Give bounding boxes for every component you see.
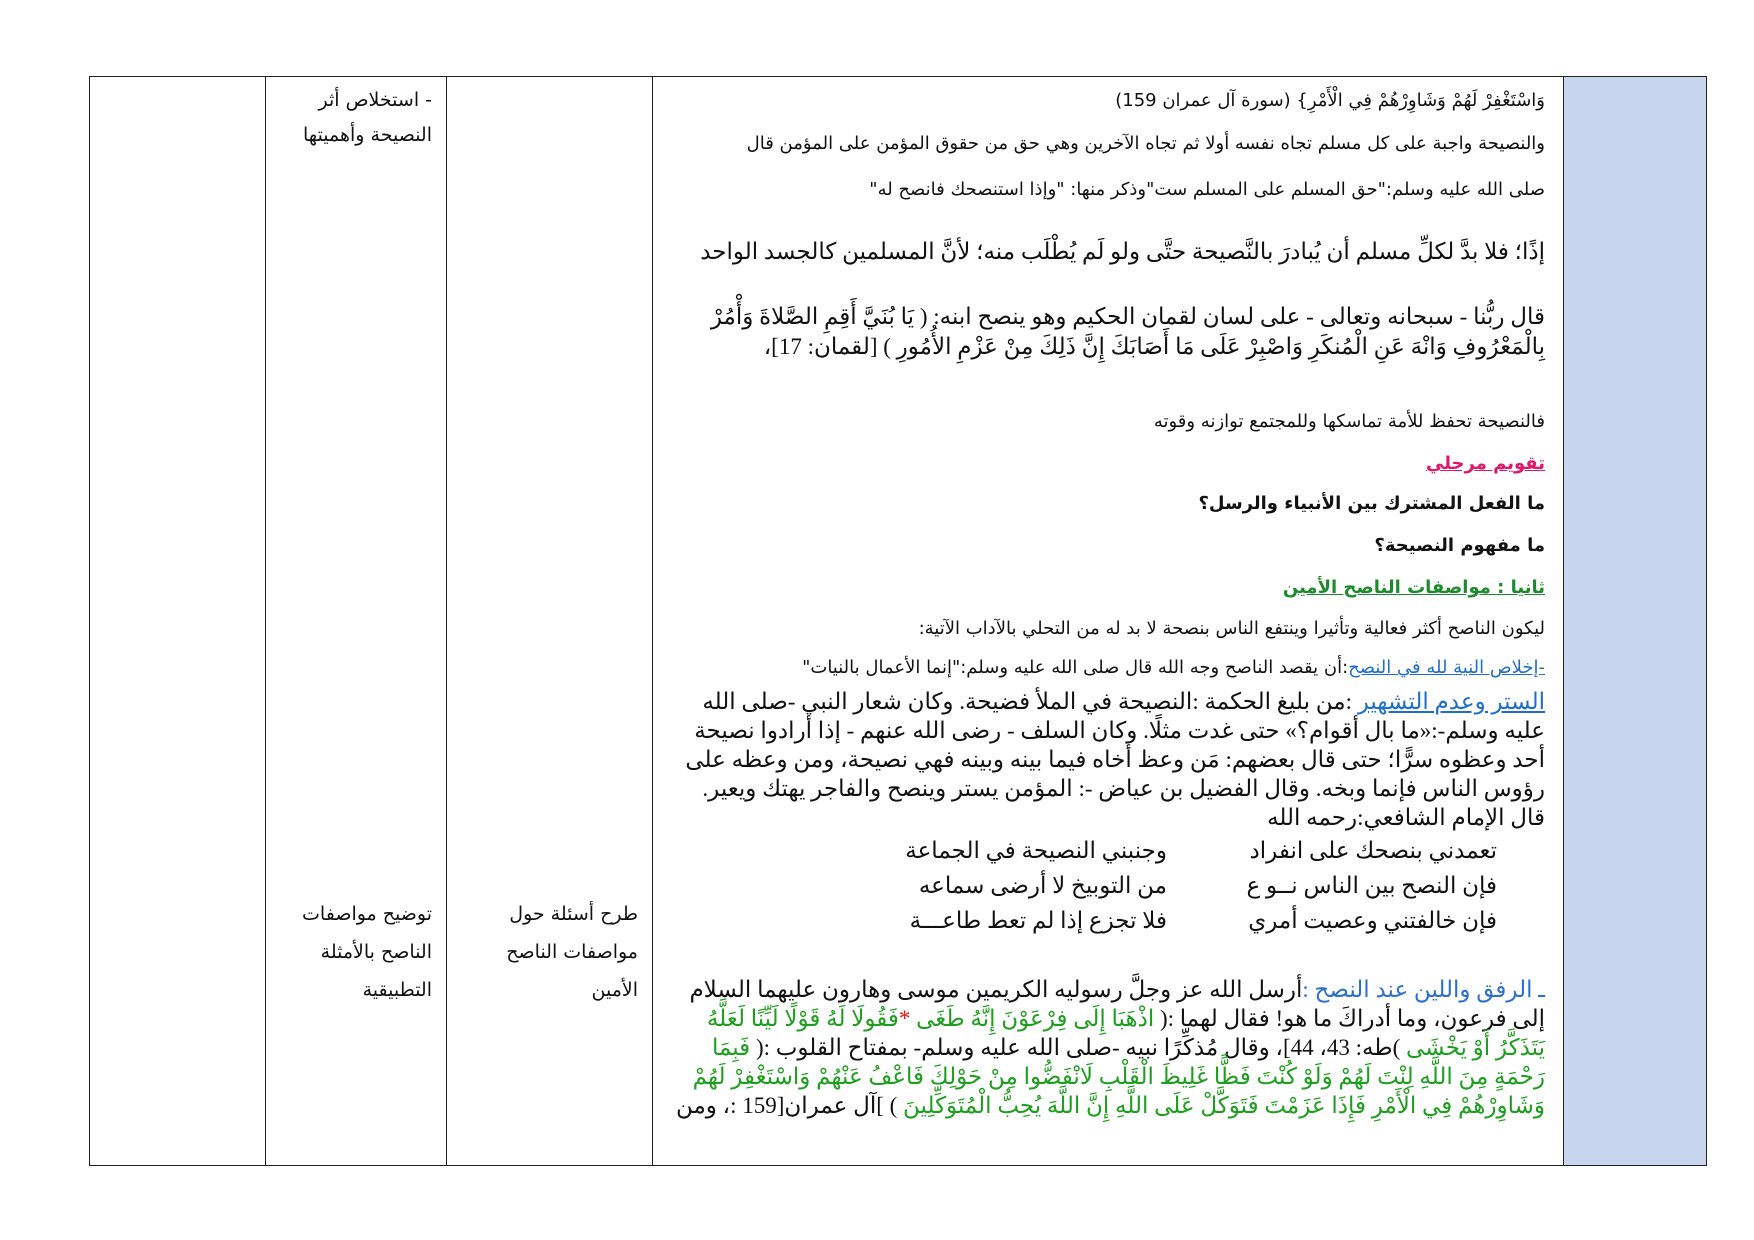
star-mark: * — [898, 1006, 911, 1031]
cover-line-4: رؤوس الناس فإنما وبخه. وقال الفضيل بن عياض -: المؤمن يستر وينصح والفاجر يهتك ويعير. — [702, 776, 1545, 801]
verse-imran-start: فَبِمَا — [711, 1035, 751, 1060]
objective-extract-effect: - استخلاص أثر النصيحة وأهميتها — [303, 89, 432, 146]
poem-verse-first-hemistich: فإن خالفتني وعصيت أمري — [1248, 908, 1497, 933]
cover-line-1: :من بليغ الحكمة :النصيحة في الملأ فضيحة. وكان شعار النبي -صلى الله — [702, 689, 1358, 714]
question-1: ما الفعل المشترك بين الأنبياء والرسل؟ — [1198, 493, 1545, 514]
poem-verse — [655, 833, 1545, 868]
content-column — [653, 77, 1564, 1166]
poem-verse — [655, 868, 1545, 903]
gentleness-line-2: إلى فرعون، وما أدراكَ ما هو! فقال لهما :( — [1154, 1006, 1545, 1031]
cover-label: الستر وعدم التشهير — [1357, 689, 1545, 714]
notes-column — [90, 77, 266, 1166]
activity-ask-questions: طرح أسئلة حول مواصفات الناصح الأمين — [506, 903, 638, 1001]
objective-clarify-traits: توضيح مواصفات الناصح بالأمثلة التطبيقية — [302, 903, 432, 1001]
cover-paragraph — [655, 687, 1545, 832]
lesson-plan-table — [89, 76, 1707, 1166]
verse-imran-citation: ) ]آل عمران[159 :، ومن — [675, 1093, 904, 1118]
sincerity-text: :أن يقصد الناصح وجه الله قال صلى الله عليه وسلم:"إنما الأعمال بالنيات" — [802, 657, 1349, 678]
gentleness-label: ـ الرفق واللين عند النصح : — [1302, 977, 1545, 1002]
poem-verse-second-hemistich: من التوبيخ لا أرضى سماعه — [918, 873, 1167, 898]
sincerity-paragraph — [802, 653, 1545, 683]
gentleness-line-3: )طه: 43، 44]، وقال مُذكِّرًا نبيه -صلى الله عليه وسلم- بمفتاح القلوب :( — [750, 1035, 1406, 1060]
hasten-text: إذًا؛ فلا بدَّ لكلِّ مسلم أن يُبادرَ بالنَّصيحة حتَّى ولو لَم يُطْلَب منه؛ لأنَّ المسلمين كالجسد الواحد — [700, 239, 1545, 264]
second-section-heading: ثانيا : مواصفات الناصح الأمين — [1282, 577, 1545, 598]
poem-verse-second-hemistich: فلا تجزع إذا لم تعط طاعـــة — [909, 908, 1167, 933]
question-2: ما مفهوم النصيحة؟ — [1374, 535, 1545, 556]
verse-taha-44-end: يَتَذَكَّرُ أَوْ يَخْشَى — [1406, 1035, 1545, 1060]
poem — [655, 833, 1545, 938]
poem-verse — [655, 903, 1545, 938]
shafii-intro: قال الإمام الشافعي:رحمه الله — [1267, 805, 1545, 830]
luqman-line-1: قال ربُّنا - سبحانه وتعالى - على لسان لقمان الحكيم وهو ينصح ابنه: ( يَا بُنَيَّ أَقِمِ الصَّلاةَ وَأْمُرْ — [710, 304, 1545, 329]
sincerity-label: -إخلاص النية لله في النصح — [1348, 657, 1545, 678]
cover-line-3: أحد وعظوه سرًّا؛ حتى قال بعضهم: مَن وعظ أخاه فيما بينه وبينه فهي نصيحة، ومن وعظه على — [685, 747, 1545, 772]
duty-line-1: والنصيحة واجبة على كل مسلم تجاه نفسه أولا ثم تجاه الآخرين وهي حق من حقوق المؤمن على المؤمن قال — [746, 133, 1545, 154]
verse-imran-line: رَحْمَةٍ مِنَ اللَّهِ لِنْتَ لَهُمْ وَلَوْ كُنْتَ فَظًّا غَلِيظَ الْقَلْبِ لَانْفَضُّوا مِنْ حَوْلِكَ فَاعْفُ عَنْهُمْ وَاسْتَغْفِرْ لَهُمْ — [692, 1064, 1545, 1089]
duty-line-2: صلى الله عليه وسلم:"حق المسلم على المسلم ست"وذكر منها: "وإذا استنصحك فانصح له" — [869, 179, 1545, 200]
cover-line-2: عليه وسلم-:«ما بال أقوام؟» حتى غدت مثلًا. وكان السلف - رضى الله عنهم - إذا أرادوا نصيحة — [694, 718, 1545, 743]
luqman-line-2: بِالْمَعْرُوفِ وَانْهَ عَنِ الْمُنكَرِ وَاصْبِرْ عَلَى مَا أَصَابَكَ إِنَّ ذَلِكَ مِنْ عَزْمِ الأُمُورِ ) [لقمان: 17]، — [763, 334, 1545, 359]
traits-intro: ليكون الناصح أكثر فعالية وتأثيرا وينتفع الناس بنصحة لا بد له من التحلي بالآداب الآتية: — [918, 618, 1545, 639]
verse-taha-44: فَقُولَا لَهُ قَوْلًا لَيِّنًا لَعَلَّهُ — [706, 1006, 899, 1031]
objectives-column — [266, 77, 447, 1166]
verse-taha-43: اذْهَبَا إِلَى فِرْعَوْنَ إِنَّهُ طَغَى — [910, 1006, 1155, 1031]
side-column — [1564, 77, 1707, 1166]
gentleness-line-1: أرسل الله عز وجلَّ رسوليه الكريمين موسى وهارون عليهما السلام — [689, 977, 1303, 1002]
evaluation-heading: تقويم مرحلي — [1425, 453, 1545, 474]
activities-column — [447, 77, 653, 1166]
poem-verse-second-hemistich: وجنبني النصيحة في الجماعة — [905, 838, 1167, 863]
verse-imran-end: وَشَاوِرْهُمْ فِي الْأَمْرِ فَإِذَا عَزَمْتَ فَتَوَكَّلْ عَلَى اللَّهِ إِنَّ اللَّهَ يُحِبُّ الْمُتَوَكِّلِينَ — [903, 1093, 1545, 1118]
poem-verse-first-hemistich: فإن النصح بين الناس نــو ع — [1246, 873, 1497, 898]
poem-verse-first-hemistich: تعمدني بنصحك على انفراد — [1249, 838, 1497, 863]
gentleness-paragraph — [655, 975, 1545, 1120]
preserve-text: فالنصيحة تحفظ للأمة تماسكها وللمجتمع توازنه وقوته — [1153, 411, 1545, 432]
verse-end: وَاسْتَغْفِرْ لَهُمْ وَشَاوِرْهُمْ فِي الْأَمْرِ} (سورة آل عمران 159) — [1115, 90, 1545, 111]
